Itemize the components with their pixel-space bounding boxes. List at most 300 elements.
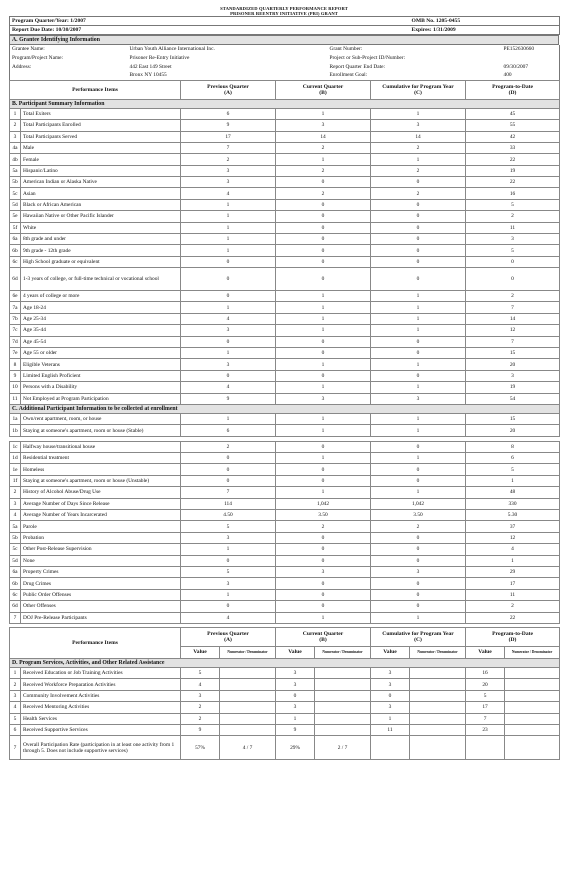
value-program-to-date: 11 <box>466 589 560 600</box>
row-label: Total Participants Enrolled <box>21 120 181 131</box>
value-previous-quarter: 4.50 <box>181 510 276 521</box>
value-current-quarter: 0 <box>276 177 371 188</box>
table-row <box>10 234 560 245</box>
row-label: Residential treatment <box>21 453 181 464</box>
value-cumulative: 1 <box>371 382 466 393</box>
value-program-to-date: 15 <box>466 413 560 424</box>
grantee-field-value: Bronx NY 10455 <box>129 72 167 79</box>
value-previous-quarter: 4 <box>181 313 276 324</box>
col-previous-quarter-d: Previous Quarter (A) <box>181 627 276 646</box>
value-cumulative: 1 <box>371 313 466 324</box>
value-a: 2 <box>181 713 220 724</box>
value-current-quarter: 0 <box>276 532 371 543</box>
table-row <box>10 256 560 267</box>
row-label: Halfway house/transitional house <box>21 441 181 452</box>
col-performance-items: Performance Items <box>10 80 181 99</box>
value-previous-quarter: 1 <box>181 245 276 256</box>
value-cumulative: 2 <box>371 188 466 199</box>
subcol-numden-c: Numerator / Denominator <box>410 646 466 658</box>
value-current-quarter: 0 <box>276 268 371 291</box>
value-program-to-date: 54 <box>466 393 560 404</box>
value-program-to-date: 45 <box>466 108 560 119</box>
value-current-quarter: 3 <box>276 120 371 131</box>
numden-a: 4 / 7 <box>220 736 276 760</box>
value-previous-quarter: 0 <box>181 370 276 381</box>
row-number: 6d <box>10 601 21 612</box>
value-program-to-date: 5.30 <box>466 510 560 521</box>
value-current-quarter: 1 <box>276 291 371 302</box>
value-current-quarter: 0 <box>276 601 371 612</box>
row-number: 5f <box>10 222 21 233</box>
value-b: 1 <box>276 713 315 724</box>
section-d-heading-row <box>10 658 560 667</box>
value-program-to-date: 16 <box>466 188 560 199</box>
value-previous-quarter: 0 <box>181 291 276 302</box>
numden-a <box>220 679 276 690</box>
value-current-quarter: 0 <box>276 256 371 267</box>
table-row <box>10 245 560 256</box>
value-current-quarter: 0 <box>276 370 371 381</box>
row-label: Average Number of Years Incarcerated <box>21 510 181 521</box>
numden-a <box>220 667 276 678</box>
value-a: 4 <box>181 679 220 690</box>
grantee-field-label-2: Report Quarter End Date: <box>329 63 386 70</box>
value-program-to-date: 0 <box>466 268 560 291</box>
value-program-to-date: 11 <box>466 222 560 233</box>
value-current-quarter: 2 <box>276 165 371 176</box>
value-c: 0 <box>371 690 410 701</box>
table-row <box>10 359 560 370</box>
table-row <box>10 188 560 199</box>
value-program-to-date: 3 <box>466 370 560 381</box>
row-number: 11 <box>10 393 21 404</box>
grantee-field-label <box>10 71 128 80</box>
col-cumulative: Cumulative for Program Year (C) <box>371 80 466 99</box>
numden-b <box>315 690 371 701</box>
value-previous-quarter: 0 <box>181 464 276 475</box>
value-current-quarter: 1 <box>276 425 371 436</box>
grantee-info-table <box>9 45 560 80</box>
numden-d <box>505 736 560 760</box>
value-current-quarter: 1 <box>276 313 371 324</box>
row-number: 6c <box>10 256 21 267</box>
value-program-to-date: 20 <box>466 425 560 436</box>
grantee-field-label-2: Project or Sub-Project ID/Number: <box>329 55 406 62</box>
row-number: 6b <box>10 578 21 589</box>
row-label: History of Alcohol Abuse/Drug Use <box>21 487 181 498</box>
row-label: High School graduate or equivalent <box>21 256 181 267</box>
row-number: 1a <box>10 413 21 424</box>
table-row <box>10 302 560 313</box>
row-number: 7e <box>10 347 21 358</box>
row-number: 7 <box>10 736 21 760</box>
value-cumulative: 0 <box>371 544 466 555</box>
row-label: Asian <box>21 188 181 199</box>
value-current-quarter: 0 <box>276 347 371 358</box>
table-row <box>10 336 560 347</box>
table-row <box>10 347 560 358</box>
row-label: Eligible Veterans <box>21 359 181 370</box>
numden-b <box>315 724 371 735</box>
value-previous-quarter: 0 <box>181 453 276 464</box>
program-quarter: Program Quarter/Year: 1/2007 <box>12 18 86 24</box>
value-cumulative: 0 <box>371 589 466 600</box>
value-d: 5 <box>466 690 505 701</box>
table-row <box>10 532 560 543</box>
row-label: Received Workforce Preparation Activities <box>21 679 181 690</box>
row-number: 5b <box>10 532 21 543</box>
value-cumulative: 0 <box>371 601 466 612</box>
value-previous-quarter: 1 <box>181 589 276 600</box>
row-label: Not Employed at Program Participation <box>21 393 181 404</box>
value-b: 3 <box>276 679 315 690</box>
value-d: 7 <box>466 713 505 724</box>
table-row <box>10 736 560 760</box>
report-title-line-1: STANDARDIZED QUARTERLY PERFORMANCE REPORT <box>220 6 348 11</box>
value-current-quarter: 0 <box>276 578 371 589</box>
value-program-to-date: 2 <box>466 211 560 222</box>
value-current-quarter: 1 <box>276 108 371 119</box>
value-b: 3 <box>276 702 315 713</box>
value-b: 29% <box>276 736 315 760</box>
value-program-to-date: 12 <box>466 325 560 336</box>
grantee-field-value-2: 09/30/2007 <box>503 63 529 70</box>
table-row <box>10 544 560 555</box>
table-row <box>10 177 560 188</box>
row-label: 1-3 years of college, or full-time technical or vocational school <box>21 268 181 291</box>
row-label: Public Order Offenses <box>21 589 181 600</box>
value-a: 2 <box>181 702 220 713</box>
table-row <box>10 413 560 424</box>
performance-report <box>9 6 559 760</box>
value-cumulative: 0 <box>371 370 466 381</box>
value-cumulative: 0 <box>371 475 466 486</box>
row-label: None <box>21 555 181 566</box>
row-label: Age 25-34 <box>21 313 181 324</box>
value-previous-quarter: 6 <box>181 108 276 119</box>
value-d: 17 <box>466 702 505 713</box>
row-label: White <box>21 222 181 233</box>
numden-d <box>505 702 560 713</box>
value-program-to-date: 42 <box>466 131 560 142</box>
value-current-quarter: 0 <box>276 199 371 210</box>
value-previous-quarter: 1 <box>181 234 276 245</box>
value-previous-quarter: 4 <box>181 382 276 393</box>
value-previous-quarter: 9 <box>181 120 276 131</box>
numden-a <box>220 702 276 713</box>
value-previous-quarter: 1 <box>181 222 276 233</box>
value-a: 5 <box>181 667 220 678</box>
value-program-to-date: 4 <box>466 544 560 555</box>
row-number: 5c <box>10 188 21 199</box>
row-number: 1f <box>10 475 21 486</box>
grantee-field-value: Prisoner Re-Entry Initiative <box>129 55 190 62</box>
value-previous-quarter: 0 <box>181 601 276 612</box>
section-b-heading-row <box>10 99 560 108</box>
table-row <box>10 487 560 498</box>
section-a-title: A. Grantee Identifying Information <box>10 36 559 45</box>
grantee-field-value-2 <box>502 54 560 63</box>
row-number: 1d <box>10 453 21 464</box>
value-current-quarter: 3.50 <box>276 510 371 521</box>
value-cumulative: 0 <box>371 336 466 347</box>
value-previous-quarter: 1 <box>181 199 276 210</box>
value-current-quarter: 0 <box>276 336 371 347</box>
col-current-quarter-d: Current Quarter (B) <box>276 627 371 646</box>
value-previous-quarter: 3 <box>181 578 276 589</box>
numden-a <box>220 724 276 735</box>
value-current-quarter: 1 <box>276 154 371 165</box>
table-row <box>10 291 560 302</box>
subcol-numden-b: Numerator / Denominator <box>315 646 371 658</box>
table-row <box>10 165 560 176</box>
table-row <box>10 108 560 119</box>
value-current-quarter: 1 <box>276 325 371 336</box>
expiration-date: Expires: 1/31/2009 <box>410 26 560 35</box>
row-number: 7 <box>10 612 21 623</box>
table-row <box>10 713 560 724</box>
numden-c <box>410 702 466 713</box>
table-row <box>10 690 560 701</box>
table-row <box>10 679 560 690</box>
row-label: Hawaiian Native or Other Pacific Islander <box>21 211 181 222</box>
row-number: 4b <box>10 154 21 165</box>
row-number: 6a <box>10 234 21 245</box>
grantee-info-row <box>10 45 560 54</box>
table-row <box>10 222 560 233</box>
value-previous-quarter: 0 <box>181 336 276 347</box>
value-cumulative: 3 <box>371 567 466 578</box>
value-program-to-date: 5 <box>466 464 560 475</box>
value-previous-quarter: 0 <box>181 475 276 486</box>
value-program-to-date: 8 <box>466 441 560 452</box>
value-previous-quarter: 5 <box>181 521 276 532</box>
value-cumulative: 1 <box>371 413 466 424</box>
value-previous-quarter: 0 <box>181 555 276 566</box>
table-row <box>10 325 560 336</box>
value-cumulative: 0 <box>371 256 466 267</box>
value-program-to-date: 1 <box>466 475 560 486</box>
value-cumulative: 0 <box>371 211 466 222</box>
numden-c <box>410 679 466 690</box>
row-label: Female <box>21 154 181 165</box>
value-b: 9 <box>276 724 315 735</box>
value-program-to-date: 29 <box>466 567 560 578</box>
table-row <box>10 667 560 678</box>
row-number: 3 <box>10 690 21 701</box>
row-label: Received Education or Job Training Activities <box>21 667 181 678</box>
value-c: 11 <box>371 724 410 735</box>
row-label: American Indian or Alaska Native <box>21 177 181 188</box>
row-number: 1c <box>10 441 21 452</box>
subcol-numden-d: Numerator / Denominator <box>505 646 560 658</box>
row-label: Community Involvement Activities <box>21 690 181 701</box>
row-number: 6c <box>10 589 21 600</box>
numden-b <box>315 679 371 690</box>
row-label: Received Supportive Services <box>21 724 181 735</box>
row-number: 1 <box>10 667 21 678</box>
table-row <box>10 393 560 404</box>
subcol-value-c: Value <box>371 646 410 658</box>
table-row <box>10 425 560 436</box>
numden-d <box>505 667 560 678</box>
row-label: Age 35-44 <box>21 325 181 336</box>
numden-d <box>505 713 560 724</box>
value-current-quarter: 1 <box>276 453 371 464</box>
value-cumulative: 1 <box>371 291 466 302</box>
value-cumulative: 0 <box>371 347 466 358</box>
value-program-to-date: 2 <box>466 291 560 302</box>
table-row <box>10 382 560 393</box>
value-cumulative: 1 <box>371 487 466 498</box>
row-number: 4 <box>10 702 21 713</box>
value-previous-quarter: 7 <box>181 142 276 153</box>
section-c-title: C. Additional Participant Information to be collected at enrollment <box>10 404 560 413</box>
grantee-field-value-2: PE152630660 <box>503 46 535 53</box>
table-row <box>10 120 560 131</box>
grantee-field-value: Urban Youth Alliance International Inc. <box>129 46 215 53</box>
value-cumulative: 0 <box>371 555 466 566</box>
value-current-quarter: 0 <box>276 222 371 233</box>
value-current-quarter: 0 <box>276 464 371 475</box>
value-cumulative: 1 <box>371 359 466 370</box>
numden-d <box>505 690 560 701</box>
value-program-to-date: 22 <box>466 612 560 623</box>
col-current-quarter: Current Quarter (B) <box>276 80 371 99</box>
value-previous-quarter: 0 <box>181 268 276 291</box>
col-program-to-date: Program-to-Date (D) <box>466 80 560 99</box>
row-label: Received Mentoring Activities <box>21 702 181 713</box>
numden-c <box>410 724 466 735</box>
subcol-numden-a: Numerator / Denominator <box>220 646 276 658</box>
row-number: 5e <box>10 211 21 222</box>
row-number: 2 <box>10 120 21 131</box>
value-cumulative: 0 <box>371 234 466 245</box>
numden-c <box>410 736 466 760</box>
value-program-to-date: 19 <box>466 382 560 393</box>
value-previous-quarter: 114 <box>181 498 276 509</box>
row-number: 6e <box>10 291 21 302</box>
value-a: 57% <box>181 736 220 760</box>
row-number: 7d <box>10 336 21 347</box>
value-cumulative: 2 <box>371 521 466 532</box>
value-cumulative: 0 <box>371 532 466 543</box>
value-previous-quarter: 3 <box>181 532 276 543</box>
numden-a <box>220 690 276 701</box>
row-label: 9th grade - 12th grade <box>21 245 181 256</box>
value-b: 3 <box>276 667 315 678</box>
row-number: 1b <box>10 425 21 436</box>
row-number: 5a <box>10 521 21 532</box>
value-cumulative: 1 <box>371 154 466 165</box>
value-cumulative: 1 <box>371 453 466 464</box>
value-cumulative: 3 <box>371 120 466 131</box>
value-previous-quarter: 5 <box>181 567 276 578</box>
numden-c <box>410 667 466 678</box>
section-c-heading-row <box>10 404 560 413</box>
value-program-to-date: 5 <box>466 199 560 210</box>
numden-c <box>410 690 466 701</box>
value-previous-quarter: 3 <box>181 325 276 336</box>
section-a-heading <box>9 35 559 45</box>
value-current-quarter: 2 <box>276 188 371 199</box>
row-number: 3 <box>10 498 21 509</box>
table-row <box>10 724 560 735</box>
row-number: 1e <box>10 464 21 475</box>
grantee-field-value: 442 East 149 Street <box>129 63 172 70</box>
value-cumulative: 0 <box>371 578 466 589</box>
subcol-value-b: Value <box>276 646 315 658</box>
table-row <box>10 601 560 612</box>
value-current-quarter: 1 <box>276 359 371 370</box>
value-cumulative: 14 <box>371 131 466 142</box>
value-current-quarter: 0 <box>276 245 371 256</box>
value-program-to-date: 20 <box>466 359 560 370</box>
table-row <box>10 475 560 486</box>
numden-a <box>220 713 276 724</box>
section-b-title: B. Participant Summary Information <box>10 99 560 108</box>
value-program-to-date: 17 <box>466 578 560 589</box>
value-program-to-date: 55 <box>466 120 560 131</box>
row-label: Overall Participation Rate (participation in at least one activity from 1 through 5. Does not include supportive services) <box>21 736 181 760</box>
row-label: Total Exiters <box>21 108 181 119</box>
section-d-title: D. Program Services, Activities, and Other Related Assistance <box>10 658 560 667</box>
value-program-to-date: 5 <box>466 245 560 256</box>
row-label: Persons with a Disability <box>21 382 181 393</box>
value-d: 20 <box>466 679 505 690</box>
grantee-field-value-2: 400 <box>503 72 512 79</box>
value-cumulative: 0 <box>371 464 466 475</box>
value-current-quarter: 14 <box>276 131 371 142</box>
value-a: 3 <box>181 690 220 701</box>
value-cumulative: 0 <box>371 268 466 291</box>
grantee-info-row <box>10 54 560 63</box>
grantee-field-label: Grantee Name: <box>12 46 45 53</box>
grantee-field-label: Address: <box>12 63 32 70</box>
grantee-field-label-2: Enrollment Goal: <box>329 72 368 79</box>
value-cumulative: 3 <box>371 393 466 404</box>
value-previous-quarter: 7 <box>181 487 276 498</box>
value-current-quarter: 0 <box>276 211 371 222</box>
row-number: 5d <box>10 555 21 566</box>
value-program-to-date: 48 <box>466 487 560 498</box>
numden-c <box>410 713 466 724</box>
row-label: Black or African American <box>21 199 181 210</box>
numden-b <box>315 713 371 724</box>
numden-b <box>315 702 371 713</box>
value-previous-quarter: 2 <box>181 441 276 452</box>
value-program-to-date: 15 <box>466 347 560 358</box>
value-c: 3 <box>371 679 410 690</box>
row-number: 4a <box>10 142 21 153</box>
value-current-quarter: 1 <box>276 487 371 498</box>
value-d: 23 <box>466 724 505 735</box>
row-number: 9 <box>10 370 21 381</box>
value-previous-quarter: 6 <box>181 425 276 436</box>
row-label: Parole <box>21 521 181 532</box>
row-number: 6b <box>10 245 21 256</box>
row-number: 7c <box>10 325 21 336</box>
table-row <box>10 578 560 589</box>
value-cumulative: 1 <box>371 325 466 336</box>
table-row <box>10 441 560 452</box>
row-number: 5b <box>10 177 21 188</box>
value-program-to-date: 2 <box>466 601 560 612</box>
value-previous-quarter: 1 <box>181 211 276 222</box>
value-c: 1 <box>371 713 410 724</box>
row-label: Hispanic/Latino <box>21 165 181 176</box>
row-label: Age 45-54 <box>21 336 181 347</box>
